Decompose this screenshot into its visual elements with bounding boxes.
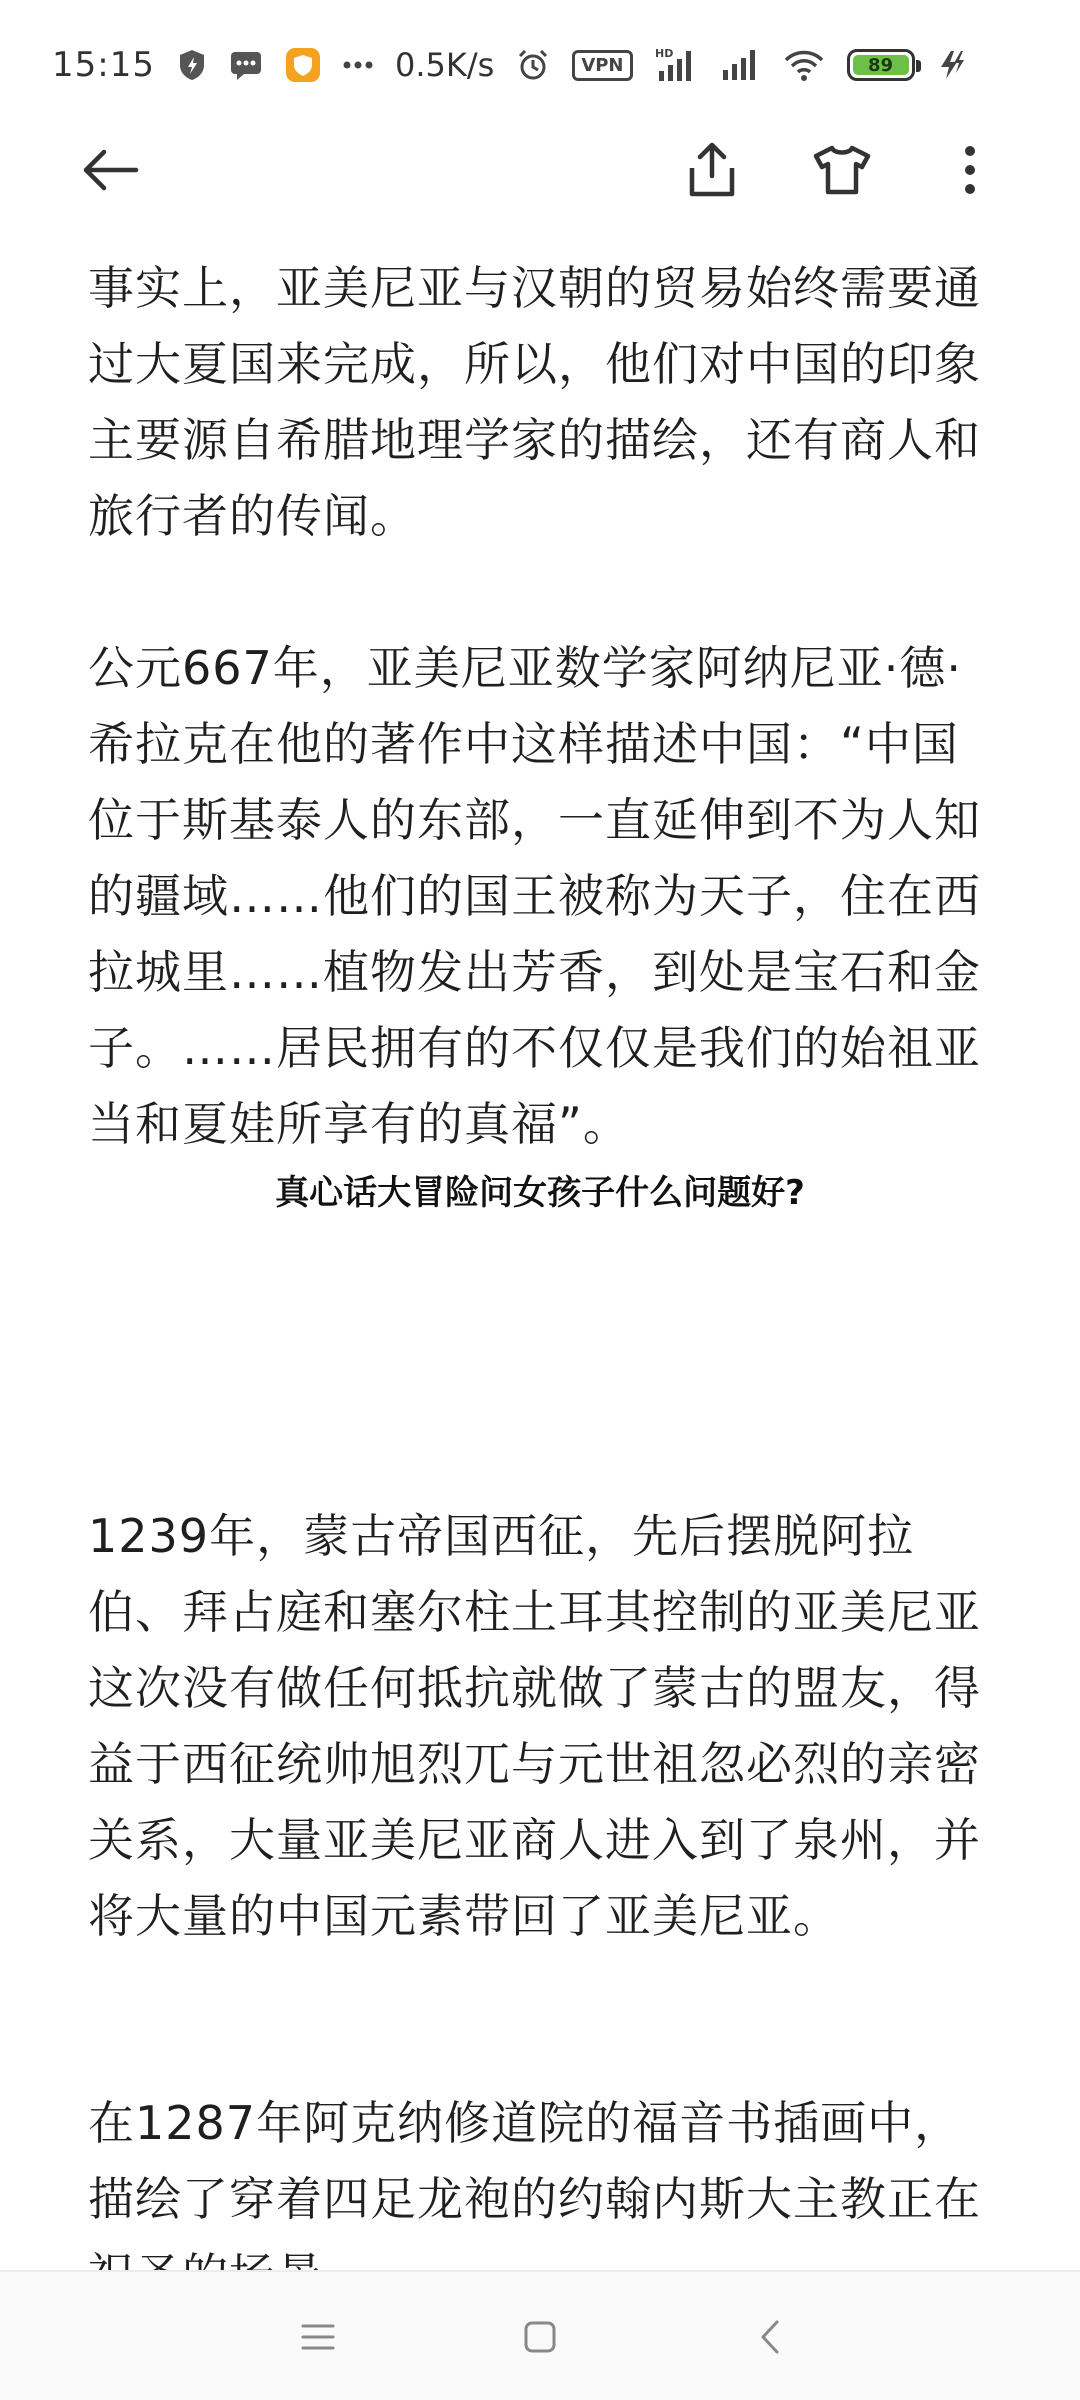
battery-icon: [847, 49, 915, 81]
alarm-icon: [516, 48, 550, 82]
wifi-icon: [783, 48, 825, 82]
theme-shirt-icon[interactable]: [802, 130, 882, 210]
article-paragraph: 事实上，亚美尼亚与汉朝的贸易始终需要通过大夏国来完成，所以，他们对中国的印象主要源自希腊地理学家的描绘，还有商人和旅行者的传闻。: [88, 261, 981, 543]
back-chevron-icon[interactable]: [740, 2307, 800, 2367]
charging-icon: [937, 49, 967, 81]
hd-label: HD: [654, 47, 673, 60]
app-bar: [0, 120, 1080, 220]
more-dots-icon: [343, 60, 373, 70]
vpn-icon: VPN: [572, 50, 632, 81]
battery-level: 89: [853, 55, 909, 75]
app-notification-icon: [285, 47, 321, 83]
status-bar: [0, 0, 1080, 130]
home-square-icon[interactable]: [510, 2307, 570, 2367]
message-icon: [229, 49, 263, 81]
article-paragraph: 1239年，蒙古帝国西征，先后摆脱阿拉伯、拜占庭和塞尔柱土耳其控制的亚美尼亚这次没有做任何抵抗就做了蒙古的盟友，得益于西征统帅旭烈兀与元世祖忽必烈的亲密关系，大量亚美尼亚商人进入到了泉州，并将大量的中国元素带回了亚美尼亚。: [88, 1509, 981, 1943]
menu-lines-icon[interactable]: [288, 2307, 348, 2367]
shield-icon: [177, 48, 207, 82]
paragraph-clip: [88, 630, 1003, 1392]
system-nav-bar: [0, 2270, 1080, 2400]
network-speed: 0.5K/s: [394, 46, 495, 84]
signal-icon: [655, 47, 699, 83]
article-paragraph: 在1287年阿克纳修道院的福音书插画中，描绘了穿着四足龙袍的约翰内斯大主教正在: [88, 2096, 981, 2226]
back-arrow-icon[interactable]: [70, 130, 150, 210]
overlay-question-title: 真心话大冒险问女孩子什么问题好?: [275, 1173, 805, 1213]
signal-icon: [721, 48, 761, 82]
clock: 15:15: [52, 45, 155, 85]
share-icon[interactable]: [672, 130, 752, 210]
article-paragraph: 公元667年，亚美尼亚数学家阿纳尼亚·德·希拉克在他的著作中这样描述中国：“中国位于斯基泰人的东部，一直延伸到不为人知的疆域……他们的国王被称为天子，住在西拉城里……植物发出芳香，到处是宝石和金子。……居民拥有的不仅仅是我们的始祖亚当和夏娃所享有的真福”。: [88, 641, 981, 1151]
more-vertical-icon[interactable]: [930, 130, 1010, 210]
